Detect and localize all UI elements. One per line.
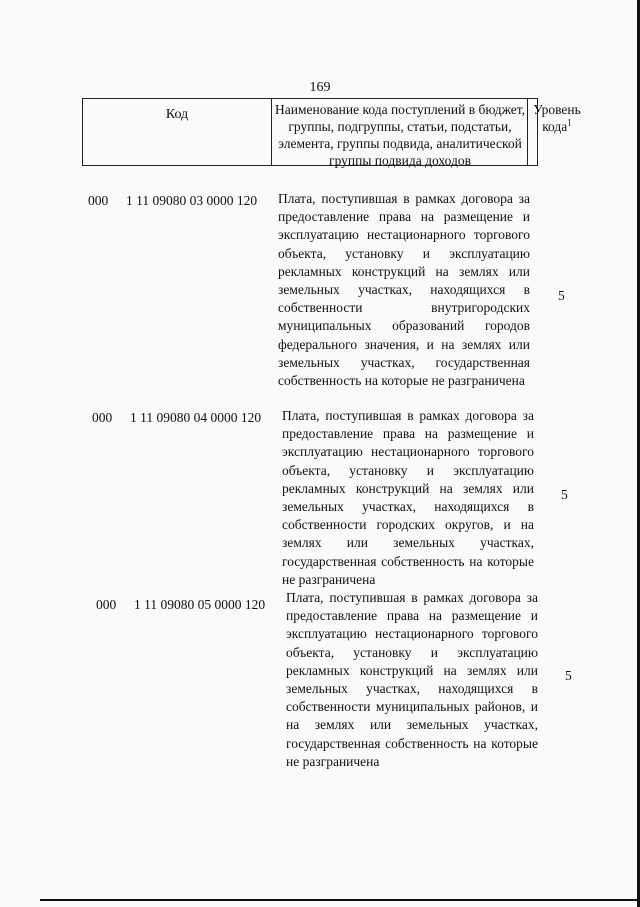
header-code: Код <box>165 107 189 122</box>
row-level: 5 <box>558 288 565 303</box>
row-description: Плата, поступившая в рамках договора за предоставление права на размещение и эксплуатацию нестационарного торгового объекта, установку и эксплуатацию рекламных конструкций на землях или земельных участках, находящихся в собственности муниципальных районов, и на землях или земельных участках, государственная собственность на которые не разграничена <box>286 590 538 769</box>
row-description: Плата, поступившая в рамках договора за предоставление права на размещение и эксплуатацию нестационарного торгового объекта, установку и эксплуатацию рекламных конструкций на землях или земельных участках, находящихся в собственности городских округов, и на землях или земельных участках, государственная собственность на которые не разграничена <box>282 408 534 587</box>
row-admin-code: 000 <box>88 193 109 208</box>
row-level: 5 <box>561 487 568 502</box>
row-level: 5 <box>565 668 572 683</box>
footnote-mark: 1 <box>567 117 572 128</box>
header-level <box>529 101 585 135</box>
table-header <box>82 98 581 168</box>
header-level-line1: Уровень <box>533 102 581 117</box>
row-income-code: 1 11 09080 05 0000 120 <box>134 597 266 612</box>
row-income-code: 1 11 09080 03 0000 120 <box>126 193 258 208</box>
scan-edge-bottom <box>40 899 640 901</box>
header-level-line2: кода <box>542 119 568 134</box>
row-admin-code: 000 <box>96 597 117 612</box>
header-name: Наименование кода поступлений в бюджет, группы, подгруппы, статьи, подстатьи, элемента, группы подвида, аналитической группы подвида доходов <box>275 102 526 168</box>
row-admin-code: 000 <box>92 410 113 425</box>
row-description: Плата, поступившая в рамках договора за предоставление права на размещение и эксплуатацию нестационарного торгового объекта, установку и эксплуатацию рекламных конструкций на землях или земельных участках, находящихся в собственности внутригородских муниципальных образований городов федерального значения, и на землях или земельных участках, государственная собственность на которые не разграничена <box>278 191 530 389</box>
row-income-code: 1 11 09080 04 0000 120 <box>130 410 262 425</box>
page-number: 169 <box>309 80 331 95</box>
